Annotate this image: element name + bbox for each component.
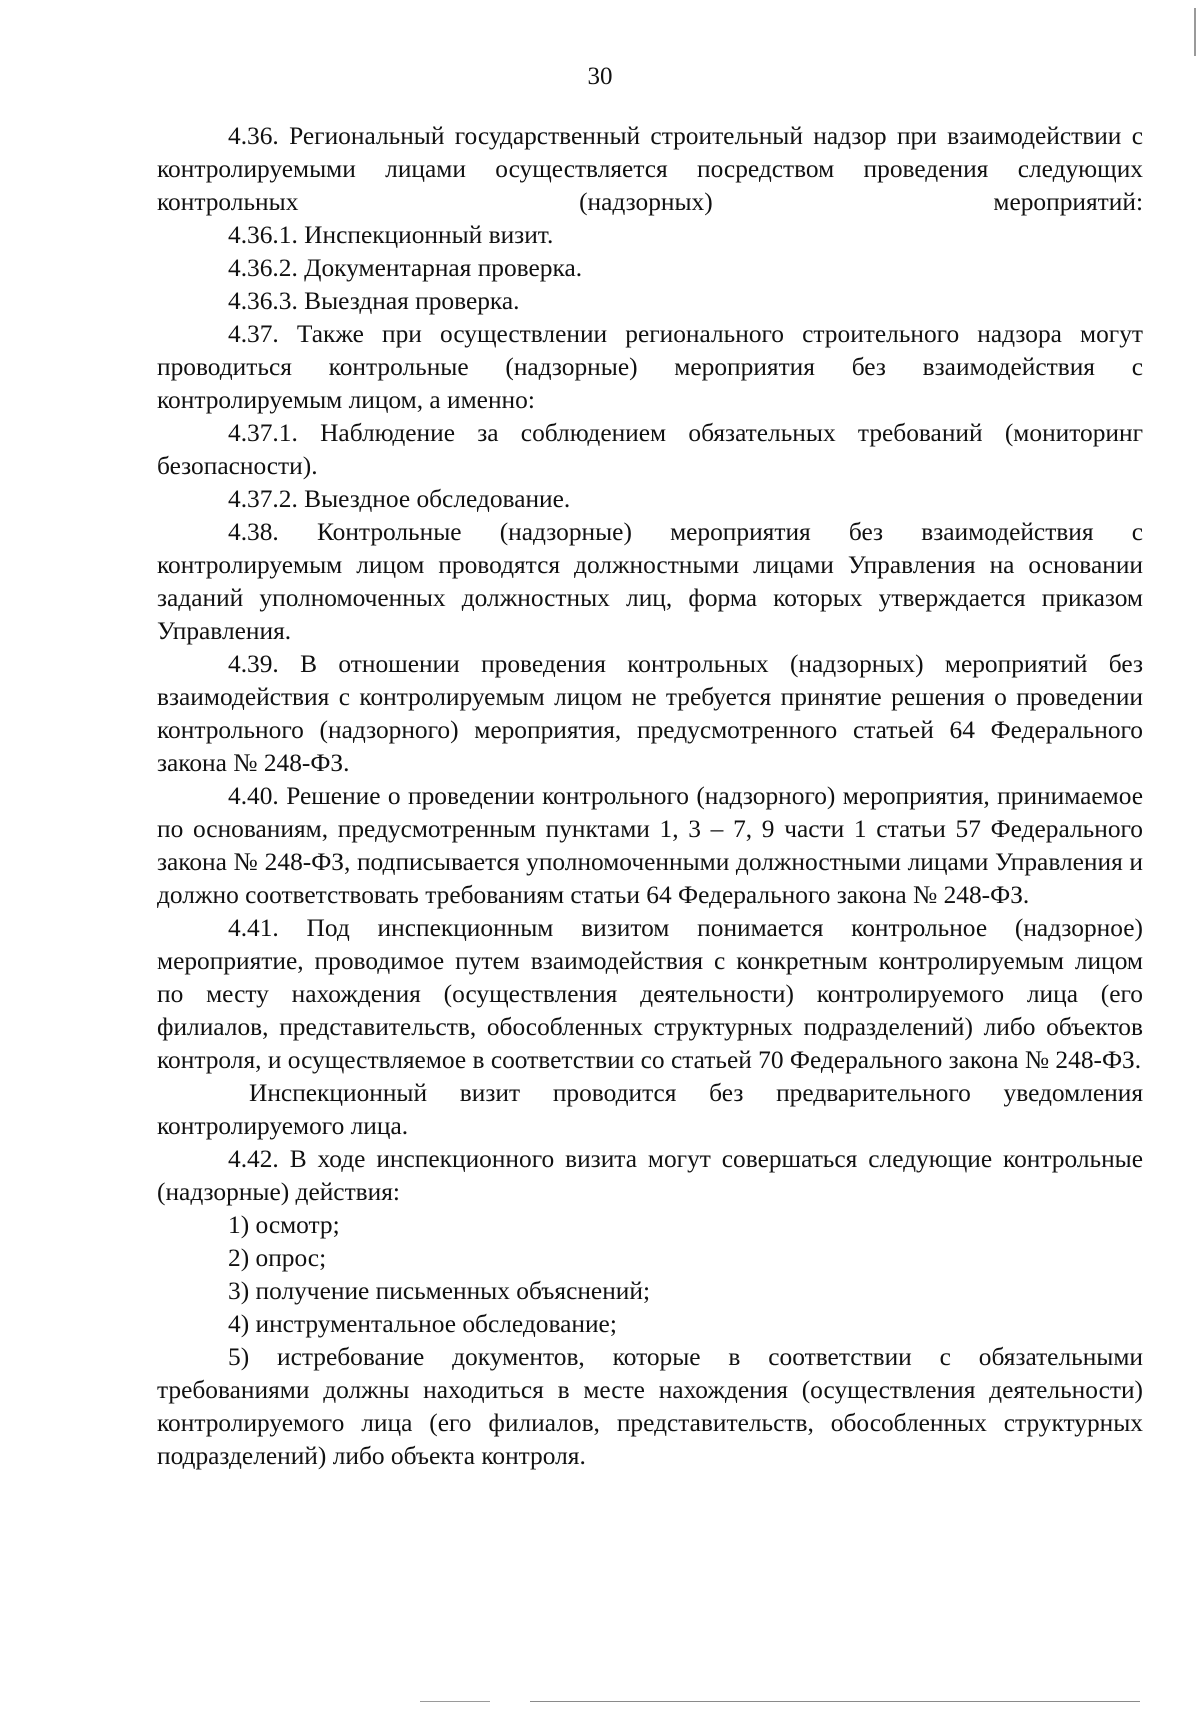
scan-bottom-rule-short: [420, 1701, 490, 1702]
paragraph-4-37-1: 4.37.1. Наблюдение за соблюдением обязательных требований (мониторинг безопасности).: [157, 419, 1143, 480]
list-item-instrumental-examination: 4) инструментальное обследование;: [228, 1310, 617, 1338]
paragraph-4-38: 4.38. Контрольные (надзорные) мероприятия без взаимодействия с контролируемым лицом проводятся должностными лицами Управления на основании заданий уполномоченных должностных лиц, форма которых утверждается приказом Управления.: [157, 518, 1143, 645]
paragraph-4-37-2: 4.37.2. Выездное обследование.: [228, 485, 571, 513]
paragraph-4-37: 4.37. Также при осуществлении регионального строительного надзора могут проводиться контрольные (надзорные) мероприятия без взаимодействия с контролируемым лицом, а именно:: [157, 320, 1143, 414]
paragraph-inspection-notice: Инспекционный визит проводится без предварительного уведомления контролируемого лица.: [157, 1079, 1143, 1140]
paragraph-4-42: 4.42. В ходе инспекционного визита могут совершаться следующие контрольные (надзорные) действия:: [157, 1145, 1143, 1206]
document-body: [157, 120, 1143, 1473]
paragraph-4-39: 4.39. В отношении проведения контрольных (надзорных) мероприятий без взаимодействия с контролируемым лицом не требуется принятие решения о проведении контрольного (надзорного) мероприятия, предусмотренного статьей 64 Федерального закона № 248-ФЗ.: [157, 650, 1143, 777]
paragraph-4-40: 4.40. Решение о проведении контрольного (надзорного) мероприятия, принимаемое по основаниям, предусмотренным пунктами 1, 3 – 7, 9 части 1 статьи 57 Федерального закона № 248-ФЗ, подписывается уполномоченными должностными лицами Управления и должно соответствовать требованиям статьи 64 Федерального закона № 248-ФЗ.: [157, 782, 1143, 909]
scan-bottom-rule: [530, 1701, 1140, 1702]
paragraph-4-36-3: 4.36.3. Выездная проверка.: [228, 287, 520, 315]
paragraph-4-36-1: 4.36.1. Инспекционный визит.: [228, 221, 554, 249]
list-item-inspection: 1) осмотр;: [228, 1211, 340, 1239]
scan-edge-mark: [1194, 8, 1196, 56]
paragraph-4-41: 4.41. Под инспекционным визитом понимается контрольное (надзорное) мероприятие, проводимое путем взаимодействия с конкретным контролируемым лицом по месту нахождения (осуществления деятельности) контролируемого лица (его филиалов, представительств, обособленных структурных подразделений) либо объектов контроля, и осуществляемое в соответствии со статьей 70 Федерального закона № 248-ФЗ.: [157, 914, 1143, 1074]
paragraph-4-36-2: 4.36.2. Документарная проверка.: [228, 254, 583, 282]
list-item-document-request: 5) истребование документов, которые в соответствии с обязательными требованиями должны находиться в месте нахождения (осуществления деятельности) контролируемого лица (его филиалов, представительств, обособленных структурных подразделений) либо объекта контроля.: [157, 1343, 1143, 1470]
list-item-explanations: 3) получение письменных объяснений;: [228, 1277, 651, 1305]
page-number: 30: [587, 63, 613, 90]
paragraph-4-36: 4.36. Региональный государственный строительный надзор при взаимодействии с контролируемыми лицами осуществляется посредством проведения следующих контрольных (надзорных) мероприятий:: [157, 122, 1143, 216]
list-item-survey: 2) опрос;: [228, 1244, 327, 1272]
